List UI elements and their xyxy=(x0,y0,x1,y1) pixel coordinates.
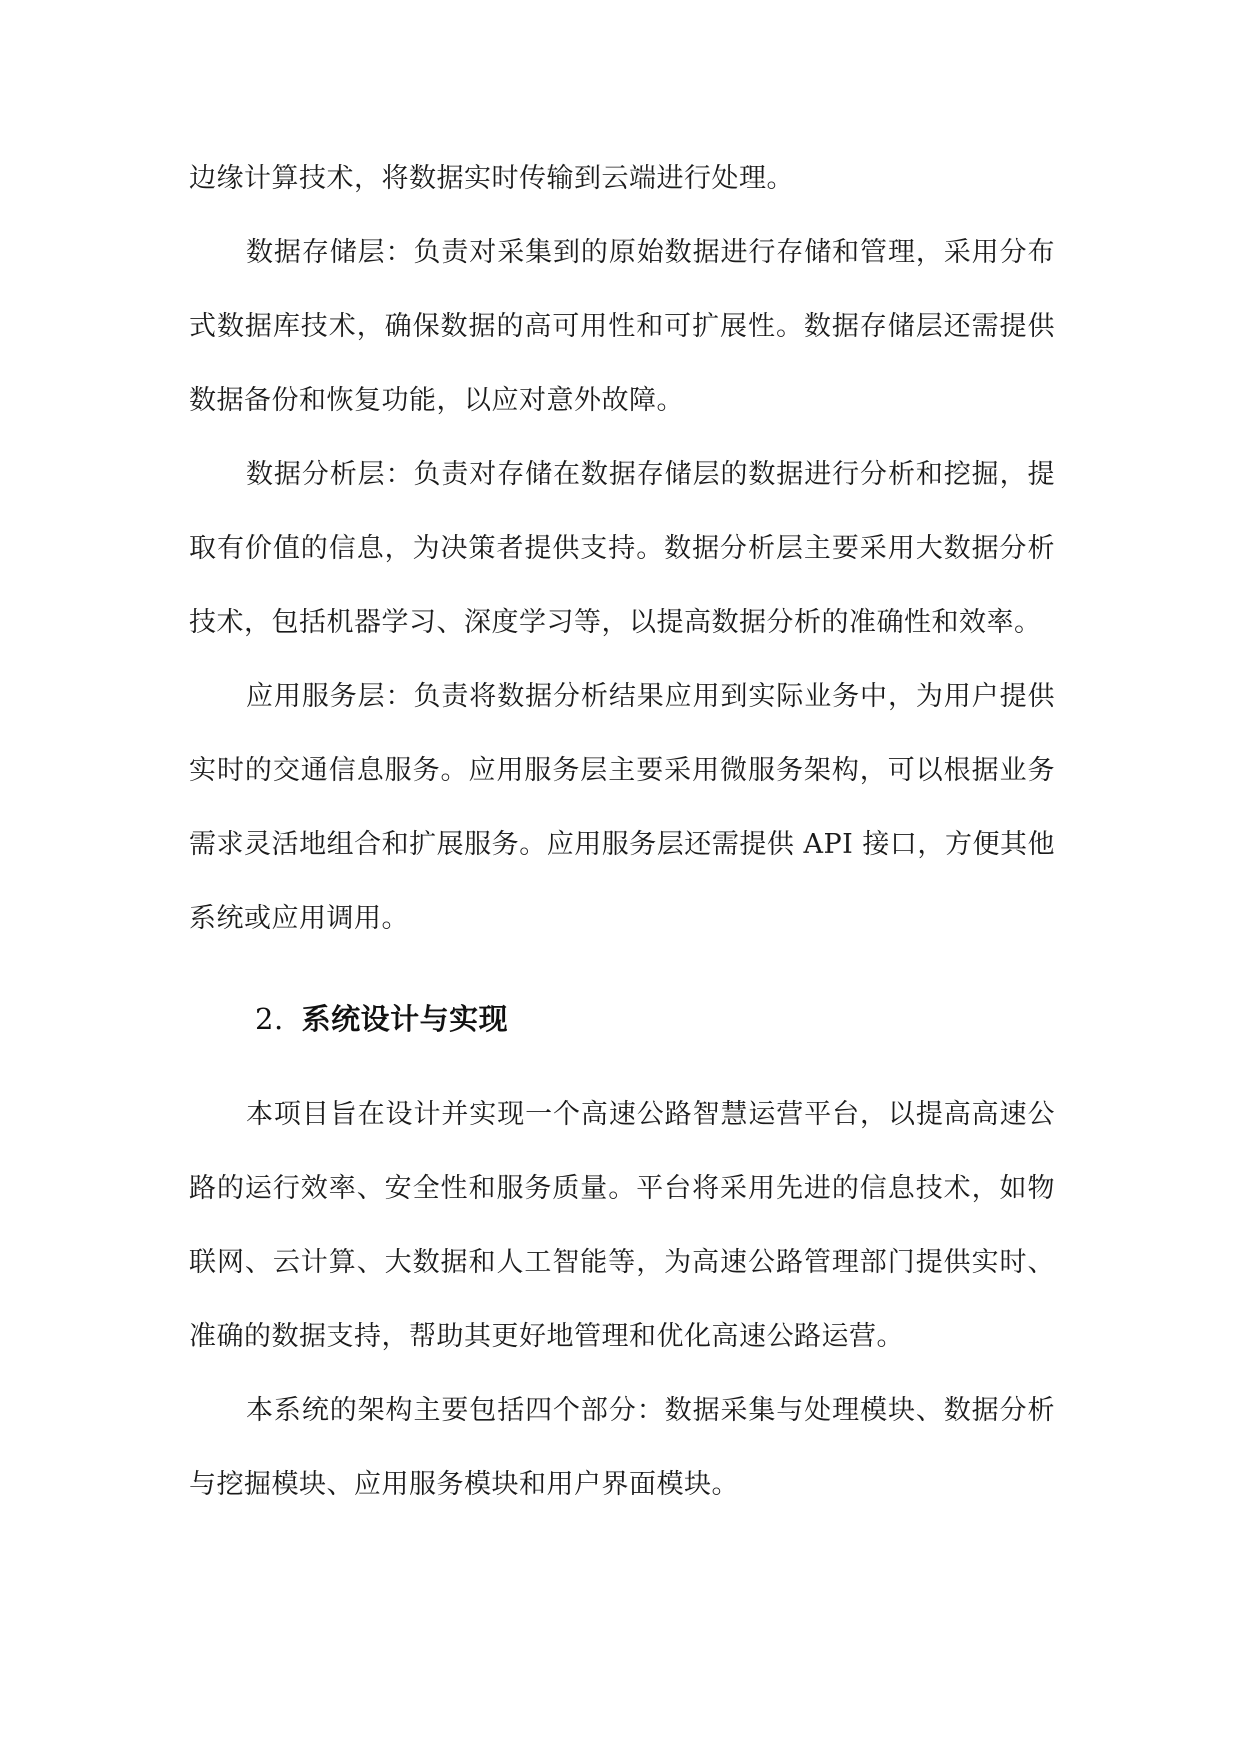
section-title: 系统设计与实现 xyxy=(301,1002,509,1036)
paragraph-application-service-layer: 应用服务层：负责将数据分析结果应用到实际业务中，为用户提供实时的交通信息服务。应用服务层主要采用微服务架构，可以根据业务需求灵活地组合和扩展服务。应用服务层还需提供 API 接口，方便其他系统或应用调用。 xyxy=(189,681,1055,934)
paragraph-system-architecture: 本系统的架构主要包括四个部分：数据采集与处理模块、数据分析与挖掘模块、应用服务模块和用户界面模块。 xyxy=(189,1395,1055,1500)
page-content xyxy=(189,142,1055,1522)
paragraph-data-storage-layer: 数据存储层：负责对采集到的原始数据进行存储和管理，采用分布式数据库技术，确保数据的高可用性和可扩展性。数据存储层还需提供数据备份和恢复功能，以应对意外故障。 xyxy=(189,237,1055,416)
paragraph-data-analysis-layer: 数据分析层：负责对存储在数据存储层的数据进行分析和挖掘，提取有价值的信息，为决策者提供支持。数据分析层主要采用大数据分析技术，包括机器学习、深度学习等，以提高数据分析的准确性和效率。 xyxy=(189,459,1055,638)
section-number: 2. xyxy=(255,1002,284,1036)
paragraph-project-goal: 本项目旨在设计并实现一个高速公路智慧运营平台，以提高高速公路的运行效率、安全性和服务质量。平台将采用先进的信息技术，如物联网、云计算、大数据和人工智能等，为高速公路管理部门提供实时、准确的数据支持，帮助其更好地管理和优化高速公路运营。 xyxy=(189,1099,1055,1352)
section-heading xyxy=(189,982,1055,1056)
paragraph-edge-computing: 边缘计算技术，将数据实时传输到云端进行处理。 xyxy=(189,163,794,194)
